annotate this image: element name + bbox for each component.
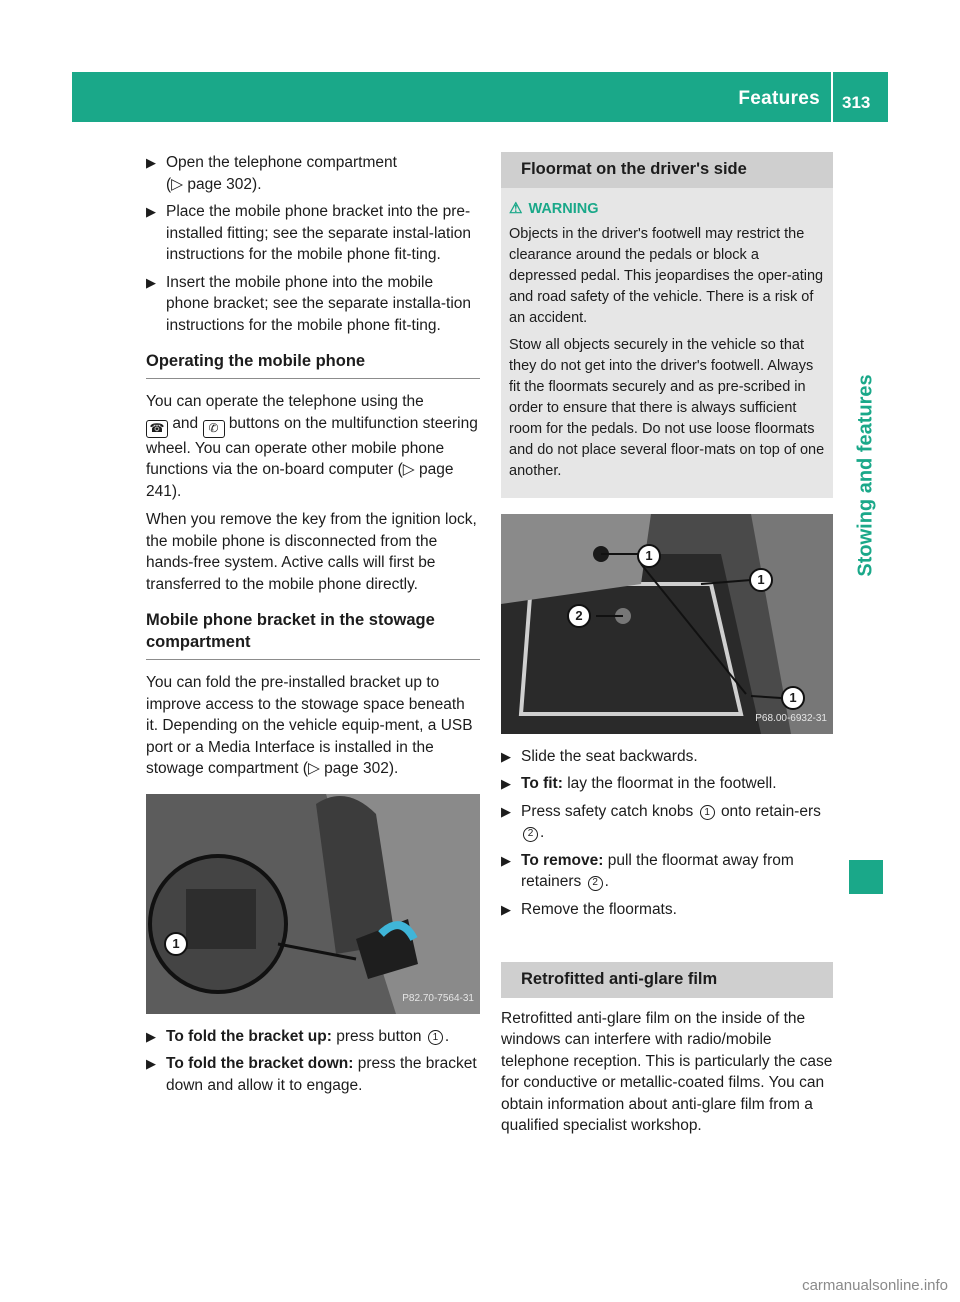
callout-2: 2 <box>523 827 538 842</box>
warning-triangle-icon: ⚠ <box>509 199 523 217</box>
step-arrow-icon: ▶ <box>146 1028 156 1044</box>
step-remove: ▶ To remove: pull the floormat away from retainers 2 . <box>501 851 794 890</box>
bracket-paragraph: You can fold the pre-installed bracket up to improve access to the stowage space beneath it. Depending on the vehicle equip-ment, a USB port or a Media Interface is installed in the stowage compartment (▷ page 302). <box>146 674 473 777</box>
photo-code: P82.70-7564-31 <box>402 993 474 1004</box>
step-arrow-icon: ▶ <box>501 803 511 819</box>
operating-paragraph-1: You can operate the telephone using the ☎ and ✆ buttons on the multifunction steering wheel. You can operate other mobile phone functions via the on-board computer (▷ page 241). <box>146 393 478 500</box>
photo-callout: 2 <box>567 604 591 628</box>
section-title: Features <box>738 88 820 109</box>
step-place-bracket: ▶ Place the mobile phone bracket into the pre-installed fitting; see the separate instal-lation instructions for the mobile phone fit-ting. <box>146 203 472 263</box>
step-insert-phone: ▶ Insert the mobile phone into the mobile phone bracket; see the separate installa-tion instructions for the mobile phone fit-ting. <box>146 273 472 334</box>
step-arrow-icon: ▶ <box>501 748 511 764</box>
callout-2: 2 <box>588 876 603 891</box>
right-column <box>501 152 833 1144</box>
step-open-compartment: ▶ Open the telephone compartment (▷ page 302). <box>146 154 397 193</box>
heading-floormat: Floormat on the driver's side <box>501 152 833 188</box>
heading-antiglare: Retrofitted anti-glare film <box>501 962 833 998</box>
step-remove-floormats: ▶ Remove the floormats. <box>501 899 833 921</box>
step-arrow-icon: ▶ <box>146 155 156 170</box>
phone-end-icon: ✆ <box>203 420 225 438</box>
step-arrow-icon: ▶ <box>501 776 511 791</box>
bracket-illustration <box>146 794 480 1014</box>
warning-paragraph-2: Stow all objects securely in the vehicle so that they do not get into the driver's footwell. Always fit the floormats securely and as pre-scribed in order to ensure that there is always sufficient room for the pedals. Do not use loose floormats and do not place several floor-mats on top of one another. <box>509 336 825 479</box>
photo-callout: 1 <box>164 932 188 956</box>
left-column <box>146 152 480 1102</box>
callout-1: 1 <box>428 1030 443 1045</box>
step-arrow-icon: ▶ <box>501 901 511 917</box>
floormat-photo <box>501 514 833 734</box>
step-fold-up: ▶ To fold the bracket up: press button 1 . <box>146 1026 480 1048</box>
antiglare-paragraph: Retrofitted anti-glare film on the inside of the windows can interfere with radio/mobile telephone reception. This is particularly the case for conductive or metallic-coated films. You can obtain information about anti-glare film from a qualified specialist workshop. <box>501 1009 833 1134</box>
step-arrow-icon: ▶ <box>146 1056 156 1071</box>
warning-box <box>501 188 833 498</box>
step-arrow-icon: ▶ <box>501 852 511 868</box>
header-divider <box>831 72 833 122</box>
step-press-knobs: ▶ Press safety catch knobs 1 onto retain-ers 2 . <box>501 802 821 841</box>
warning-paragraph-1: Objects in the driver's footwell may restrict the clearance around the pedals or block a depressed pedal. This jeopardises the oper-ating and road safety of the vehicle. There is a risk of an accident. <box>509 225 824 326</box>
chapter-marker <box>849 860 883 894</box>
heading-bracket: Mobile phone bracket in the stowage compartment <box>146 609 480 660</box>
warning-title: ⚠ WARNING <box>509 199 599 217</box>
phone-accept-icon: ☎ <box>146 420 168 438</box>
callout-1: 1 <box>700 805 715 820</box>
step-slide-seat: ▶ Slide the seat backwards. <box>501 746 833 768</box>
photo-callout: 1 <box>781 686 805 710</box>
heading-operating: Operating the mobile phone <box>146 350 480 379</box>
chapter-tab-label: Stowing and features <box>854 373 877 577</box>
photo-callout: 1 <box>749 568 773 592</box>
watermark: carmanualsonline.info <box>802 1277 948 1294</box>
step-fold-down: ▶ To fold the bracket down: press the bracket down and allow it to engage. <box>146 1055 477 1094</box>
step-arrow-icon: ▶ <box>146 204 156 219</box>
step-arrow-icon: ▶ <box>146 274 156 290</box>
page-number: 313 <box>842 93 871 112</box>
photo-callout: 1 <box>637 544 661 568</box>
chapter-tab <box>844 330 888 620</box>
bracket-photo <box>146 794 480 1014</box>
photo-code: P68.00-6932-31 <box>755 713 827 724</box>
operating-paragraph-2: When you remove the key from the ignition lock, the mobile phone is disconnected from the hands-free system. Active calls will first be transferred to the mobile phone directly. <box>146 511 477 593</box>
step-fit: ▶ To fit: lay the floormat in the footwell. <box>501 773 833 795</box>
